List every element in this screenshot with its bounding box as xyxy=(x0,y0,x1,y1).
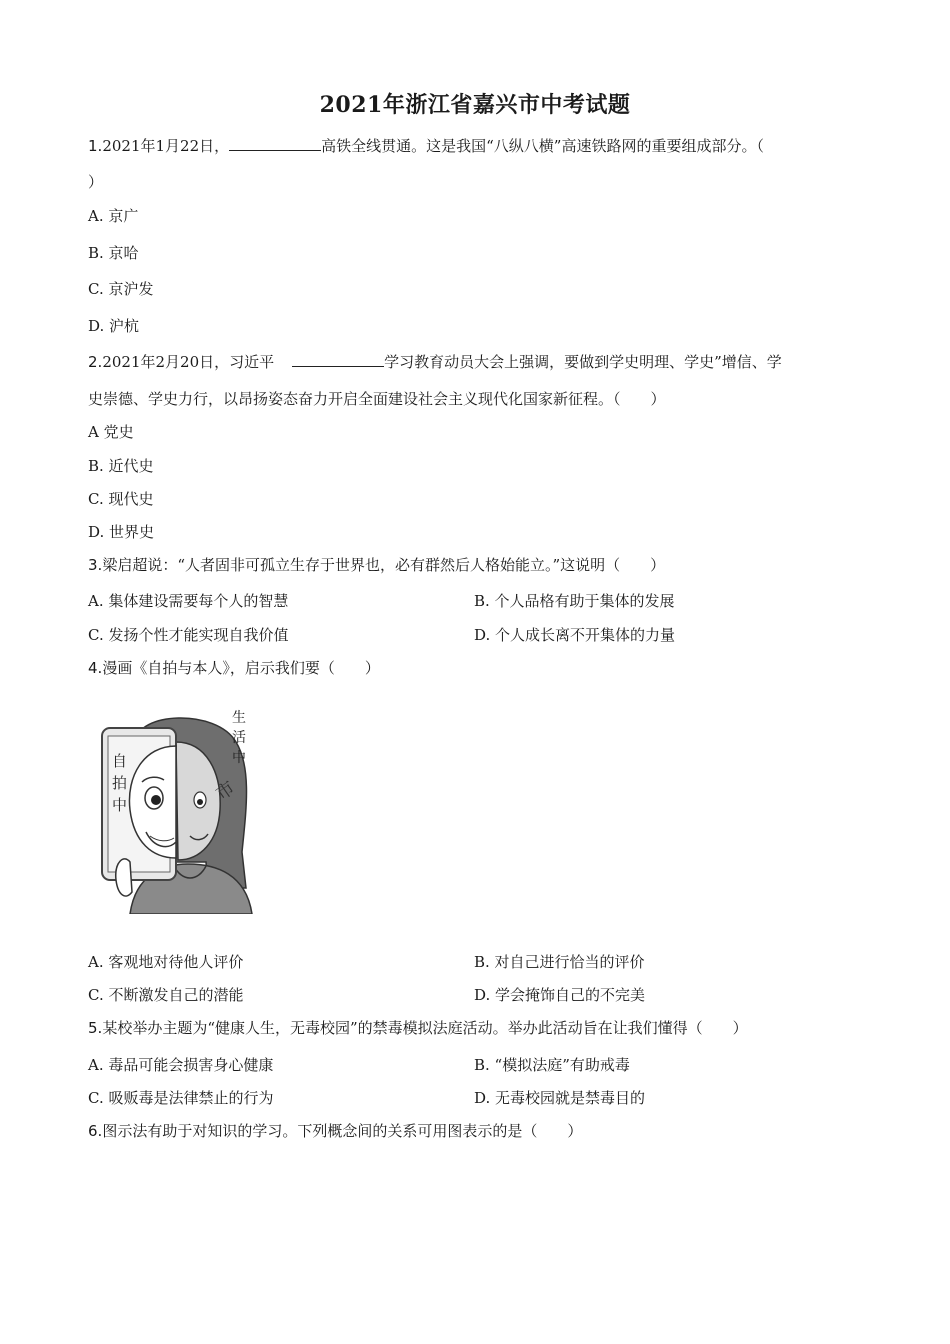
option-c: C. 吸贩毒是法律禁止的行为 xyxy=(88,1089,274,1107)
real-life-char: 生 xyxy=(232,710,246,726)
question-text: 2021年2月20日，习近平 xyxy=(102,353,275,371)
question-text: 学习教育动员大会上强调，要做到学史明理、学史”增信、学 xyxy=(384,353,782,371)
option-b: B. “模拟法庭”有助戒毒 xyxy=(474,1056,630,1074)
question-2 xyxy=(88,352,782,372)
option-d: D. 沪杭 xyxy=(88,317,140,335)
option-b: B. 京哈 xyxy=(88,244,139,262)
selfie-char: 中 xyxy=(112,796,128,814)
selfie-cartoon-image xyxy=(96,702,264,914)
question-text: 梁启超说：“人者固非可孤立生存于世界也，必有群然后人格始能立。”这说明（ ） xyxy=(102,556,666,574)
option-d: D. 学会掩饰自己的不完美 xyxy=(474,986,646,1004)
answer-blank xyxy=(229,136,321,151)
option-b: B. 对自己进行恰当的评价 xyxy=(474,953,645,971)
question-text: 高铁全线贯通。这是我国“八纵八横”高速铁路网的重要组成部分。（ xyxy=(321,137,764,155)
question-text: 某校举办主题为“健康人生，无毒校园”的禁毒模拟法庭活动。举办此活动旨在让我们懂得（ ） xyxy=(102,1019,748,1037)
option-a: A. 京广 xyxy=(88,207,139,225)
option-c: C. 现代史 xyxy=(88,490,154,508)
question-number: 1. xyxy=(88,137,103,155)
question-4 xyxy=(88,658,380,678)
option-a: A. 集体建设需要每个人的智慧 xyxy=(88,592,289,610)
question-text: 2021年1月22日， xyxy=(102,137,230,155)
answer-blank xyxy=(292,352,384,367)
option-d: D. 个人成长离不开集体的力量 xyxy=(474,626,676,644)
watermark-mark: 市 xyxy=(212,777,239,805)
question-text: 图示法有助于对知识的学习。下列概念间的关系可用图表示的是（ ） xyxy=(102,1122,583,1140)
question-number: 6. xyxy=(88,1122,103,1140)
question-3 xyxy=(88,555,665,575)
question-number: 3. xyxy=(88,556,103,574)
option-c: C. 不断激发自己的潜能 xyxy=(88,986,244,1004)
option-b: B. 个人品格有助于集体的发展 xyxy=(474,592,675,610)
real-life-label xyxy=(232,709,250,766)
question-1-continued: ） xyxy=(88,173,104,191)
selfie-char: 自 xyxy=(112,752,128,770)
option-c: C. 京沪发 xyxy=(88,280,154,298)
question-number: 5. xyxy=(88,1019,103,1037)
real-life-char: 活 xyxy=(232,730,246,746)
question-2-continued: 史崇德、学史力行，以昂扬姿态奋力开启全面建设社会主义现代化国家新征程。（ ） xyxy=(88,390,666,408)
selfie-char: 拍 xyxy=(112,774,128,792)
question-6 xyxy=(88,1121,582,1141)
question-text: 漫画《自拍与本人》，启示我们要（ ） xyxy=(102,659,380,677)
question-1 xyxy=(88,136,764,156)
option-a: A. 客观地对待他人评价 xyxy=(88,953,244,971)
option-d: D. 世界史 xyxy=(88,523,155,541)
option-c: C. 发扬个性才能实现自我价值 xyxy=(88,626,289,644)
real-life-char: 中 xyxy=(232,750,246,766)
question-5 xyxy=(88,1018,748,1038)
question-number: 2. xyxy=(88,353,103,371)
option-d: D. 无毒校园就是禁毒目的 xyxy=(474,1089,646,1107)
page-title: 2021年浙江省嘉兴市中考试题 xyxy=(319,92,631,118)
question-number: 4. xyxy=(88,659,103,677)
option-b: B. 近代史 xyxy=(88,457,154,475)
option-a: A. 毒品可能会损害身心健康 xyxy=(88,1056,274,1074)
option-a: A 党史 xyxy=(88,423,134,441)
